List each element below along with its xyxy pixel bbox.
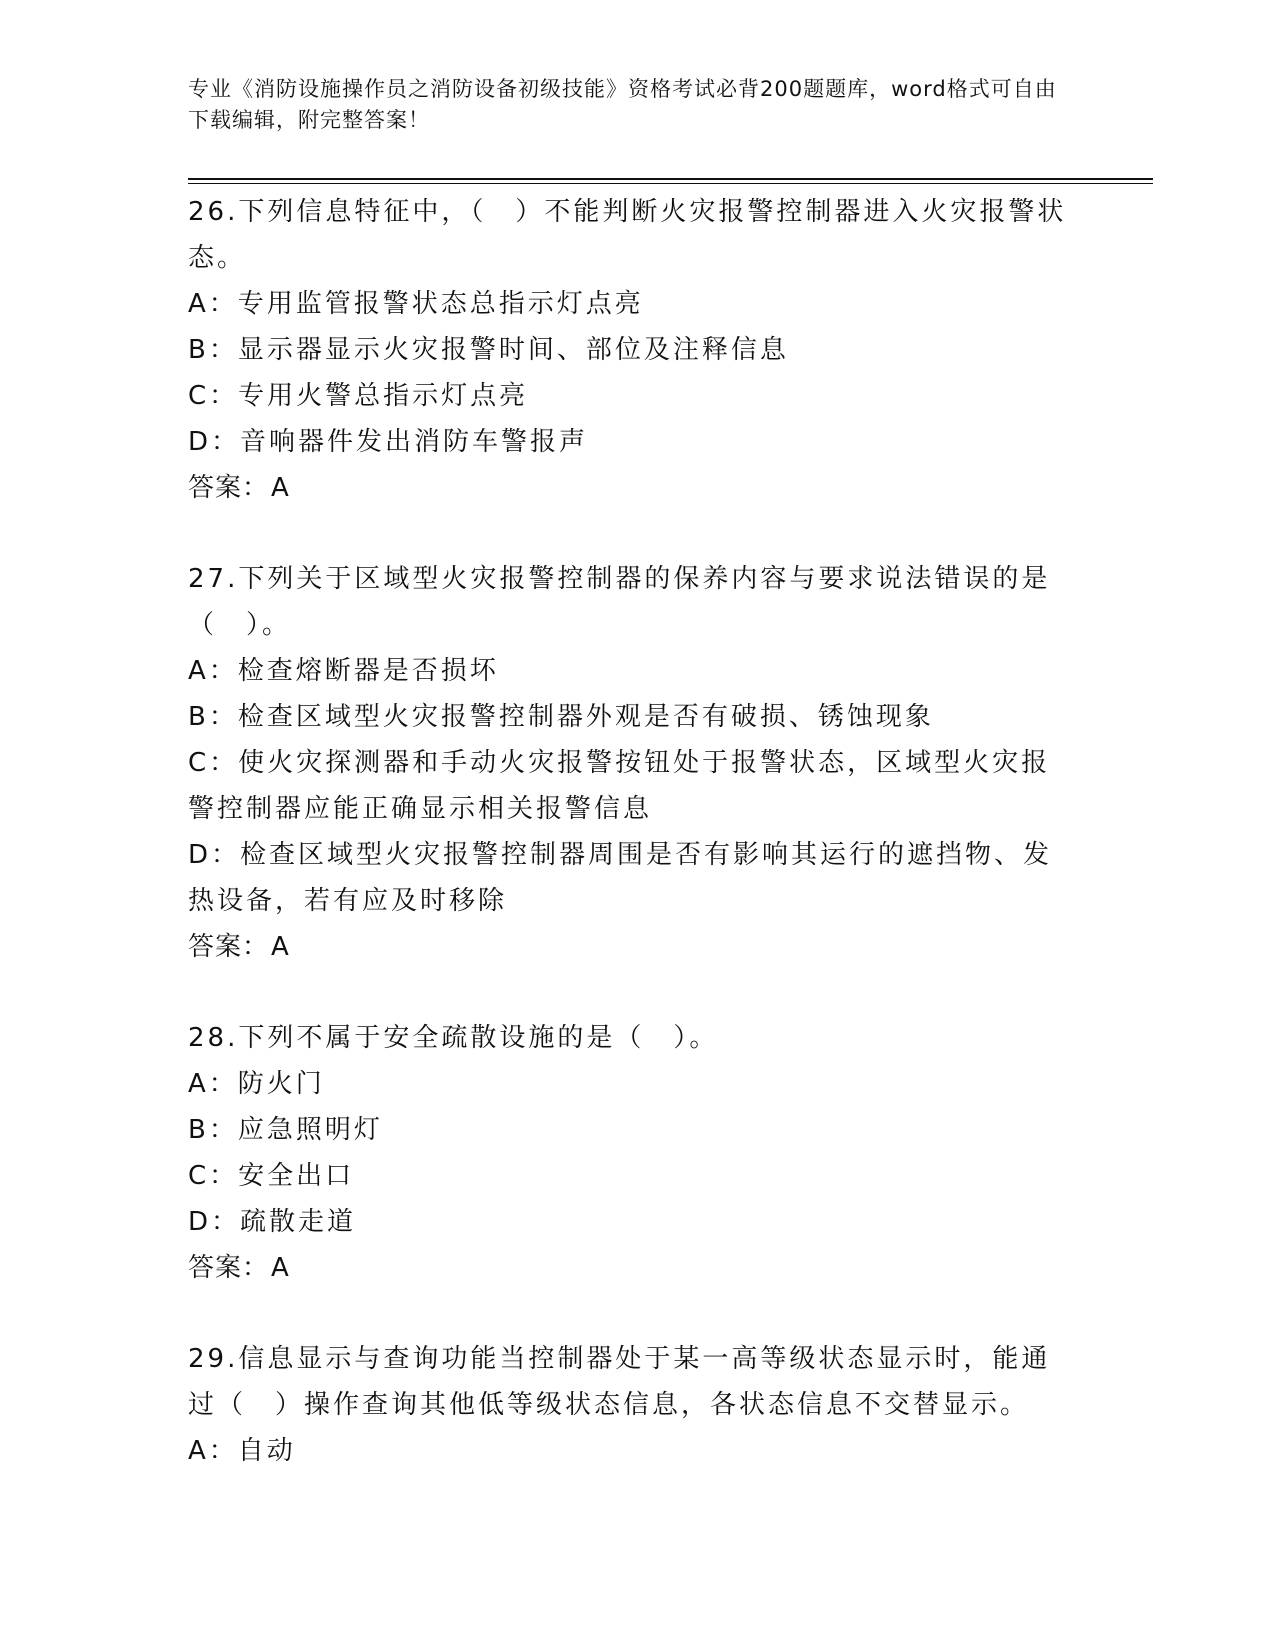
option-c: C：使火灾探测器和手动火灾报警按钮处于报警状态，区域型火灾报警控制器应能正确显示相关报警信息 [188,748,1051,824]
option-c: C：安全出口 [188,1161,355,1191]
answer-label: 答案： [188,1253,270,1283]
option-d: D：检查区域型火灾报警控制器周围是否有影响其运行的遮挡物、发热设备，若有应及时移除 [188,840,1053,916]
answer-value: A [271,1253,290,1283]
question-28 [188,1015,1078,1291]
option-b: B：显示器显示火灾报警时间、部位及注释信息 [188,335,789,365]
question-26 [188,189,1078,511]
option-b: B：应急照明灯 [188,1115,383,1145]
question-27 [188,556,1078,970]
option-a: A：自动 [188,1436,296,1466]
question-stem: 26.下列信息特征中，（ ）不能判断火灾报警控制器进入火灾报警状态。 [188,197,1067,273]
answer-value: A [271,473,290,503]
question-list [188,189,1078,1519]
answer [188,924,1078,970]
option-d: D：音响器件发出消防车警报声 [188,427,589,457]
header-divider-thin [188,183,1153,184]
document-header: 专业《消防设施操作员之消防设备初级技能》资格考试必背200题题库，word格式可自由下载编辑，附完整答案！ [188,77,1057,132]
question-stem: 27.下列关于区域型火灾报警控制器的保养内容与要求说法错误的是（ ）。 [188,564,1051,640]
option-a: A：专用监管报警状态总指示灯点亮 [188,289,644,319]
answer-label: 答案： [188,932,270,962]
answer [188,1245,1078,1291]
question-stem: 29.信息显示与查询功能当控制器处于某一高等级状态显示时，能通过（ ）操作查询其他低等级状态信息，各状态信息不交替显示。 [188,1344,1051,1420]
question-stem: 28.下列不属于安全疏散设施的是（ ）。 [188,1023,719,1053]
option-a: A：防火门 [188,1069,325,1099]
option-b: B：检查区域型火灾报警控制器外观是否有破损、锈蚀现象 [188,702,934,732]
answer-label: 答案： [188,473,270,503]
option-d: D：疏散走道 [188,1207,357,1237]
answer [188,465,1078,511]
question-29 [188,1336,1078,1474]
answer-value: A [271,932,290,962]
option-c: C：专用火警总指示灯点亮 [188,381,529,411]
option-a: A：检查熔断器是否损坏 [188,656,499,686]
header-divider-thick [188,178,1153,180]
